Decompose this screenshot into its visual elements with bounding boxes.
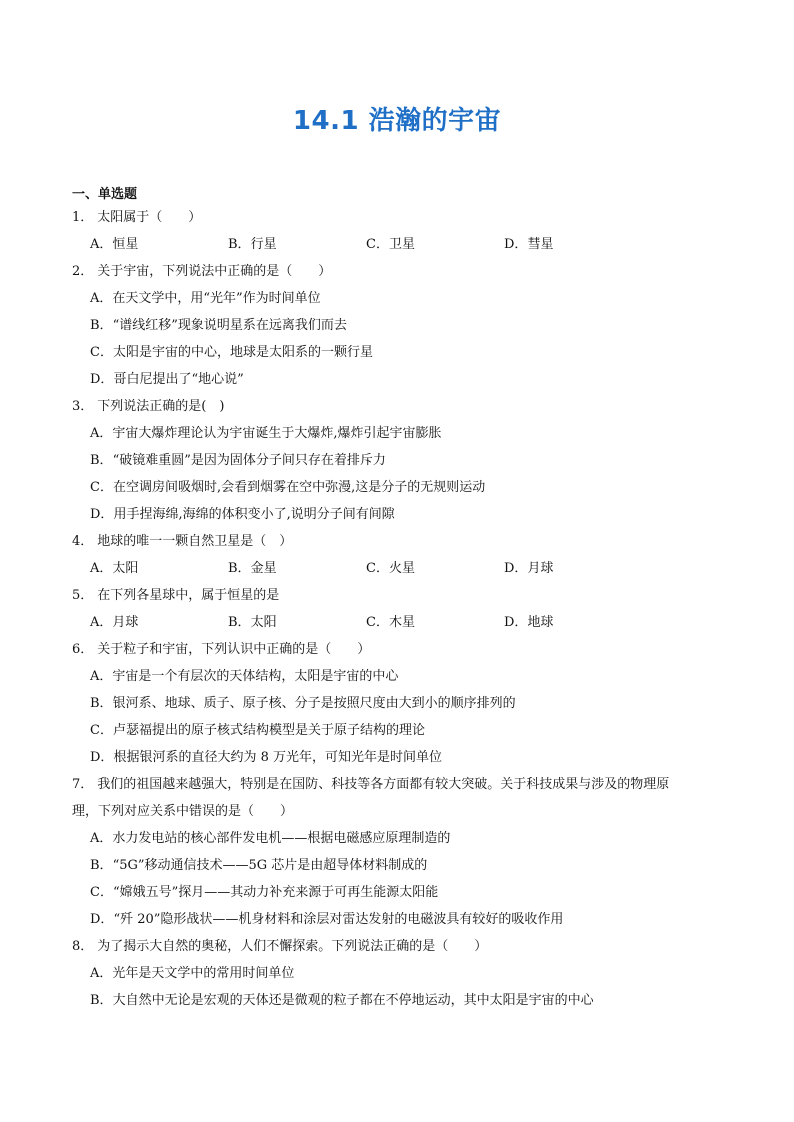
question-stem: 在下列各星球中，属于恒星的是 [97, 588, 280, 603]
question-1 [72, 204, 732, 231]
option-a: A．月球 [90, 615, 139, 630]
document-title: 14.1 浩瀚的宇宙 [292, 106, 502, 136]
question-4 [72, 528, 732, 555]
option-d: D．根据银河系的直径大约为 8 万光年，可知光年是时间单位 [90, 750, 442, 765]
option-c: C．木星 [366, 615, 415, 630]
question-stem: 为了揭示大自然的奥秘，人们不懈探索。下列说法正确的是（ ） [97, 939, 488, 954]
question-stem: 关于宇宙，下列说法中正确的是（ ） [97, 264, 332, 279]
question-6 [72, 636, 732, 663]
option-b: B．太阳 [228, 615, 277, 630]
option-c: C．火星 [366, 561, 415, 576]
question-number: 7． [72, 777, 94, 792]
question-number: 1． [72, 210, 94, 225]
option-a: A．宇宙是一个有层次的天体结构，太阳是宇宙的中心 [90, 669, 399, 684]
option-c: C．“嫦娥五号”探月——其动力补充来源于可再生能源太阳能 [90, 885, 439, 900]
question-stem: 关于粒子和宇宙，下列认识中正确的是（ ） [97, 642, 371, 657]
option-b: B．行星 [228, 237, 277, 252]
question-list [72, 186, 732, 1014]
option-b: B．银河系、地球、质子、原子核、分子是按照尺度由大到小的顺序排列的 [90, 696, 516, 711]
option-a: A．在天文学中，用“光年”作为时间单位 [90, 291, 321, 306]
option-d: D．用手捏海绵,海绵的体积变小了,说明分子间有间隙 [90, 507, 395, 522]
option-b: B．“谱线红移”现象说明星系在远离我们而去 [90, 318, 347, 333]
question-number: 2． [72, 264, 94, 279]
question-7 [72, 771, 732, 798]
options-row [72, 555, 732, 582]
question-number: 8． [72, 939, 94, 954]
question-stem: 太阳属于（ ） [97, 210, 202, 225]
question-stem: 下列说法正确的是( ) [97, 399, 225, 414]
question-stem-continued: 理，下列对应关系中错误的是（ ） [72, 804, 294, 819]
option-b: B．“5G”移动通信技术——5G 芯片是由超导体材料制成的 [90, 858, 428, 873]
question-5 [72, 582, 732, 609]
question-number: 6． [72, 642, 94, 657]
options-row [72, 231, 732, 258]
option-c: C．卢瑟福提出的原子核式结构模型是关于原子结构的理论 [90, 723, 425, 738]
question-number: 3． [72, 399, 94, 414]
option-c: C．太阳是宇宙的中心，地球是太阳系的一颗行星 [90, 345, 373, 360]
question-number: 4． [72, 534, 94, 549]
option-d: D．地球 [504, 615, 554, 630]
option-d: D．“歼 20”隐形战状——机身材料和涂层对雷达发射的电磁波具有较好的吸收作用 [90, 912, 564, 927]
section-heading: 一、单选题 [72, 187, 138, 202]
option-a: A．恒星 [90, 237, 139, 252]
option-b: B．“破镜难重圆”是因为固体分子间只存在着排斥力 [90, 453, 386, 468]
option-a: A．太阳 [90, 561, 139, 576]
options-row [72, 609, 732, 636]
question-stem: 我们的祖国越来越强大，特别是在国防、科技等各方面都有较大突破。关于科技成果与涉及的物理原 [97, 777, 670, 792]
question-8 [72, 933, 732, 960]
question-number: 5． [72, 588, 94, 603]
option-c: C．卫星 [366, 237, 415, 252]
option-a: A．光年是天文学中的常用时间单位 [90, 966, 295, 981]
option-d: D．哥白尼提出了“地心说” [90, 372, 244, 387]
option-d: D．月球 [504, 561, 554, 576]
option-a: A．水力发电站的核心部件发电机——根据电磁感应原理制造的 [90, 831, 451, 846]
option-d: D．彗星 [504, 237, 554, 252]
option-b: B．大自然中无论是宏观的天体还是微观的粒子都在不停地运动，其中太阳是宇宙的中心 [90, 993, 594, 1008]
question-2 [72, 258, 732, 285]
option-a: A．宇宙大爆炸理论认为宇宙诞生于大爆炸,爆炸引起宇宙膨胀 [90, 426, 442, 441]
option-b: B．金星 [228, 561, 277, 576]
option-c: C．在空调房间吸烟时,会看到烟雾在空中弥漫,这是分子的无规则运动 [90, 480, 486, 495]
question-3 [72, 393, 732, 420]
question-stem: 地球的唯一一颗自然卫星是（ ） [97, 534, 293, 549]
